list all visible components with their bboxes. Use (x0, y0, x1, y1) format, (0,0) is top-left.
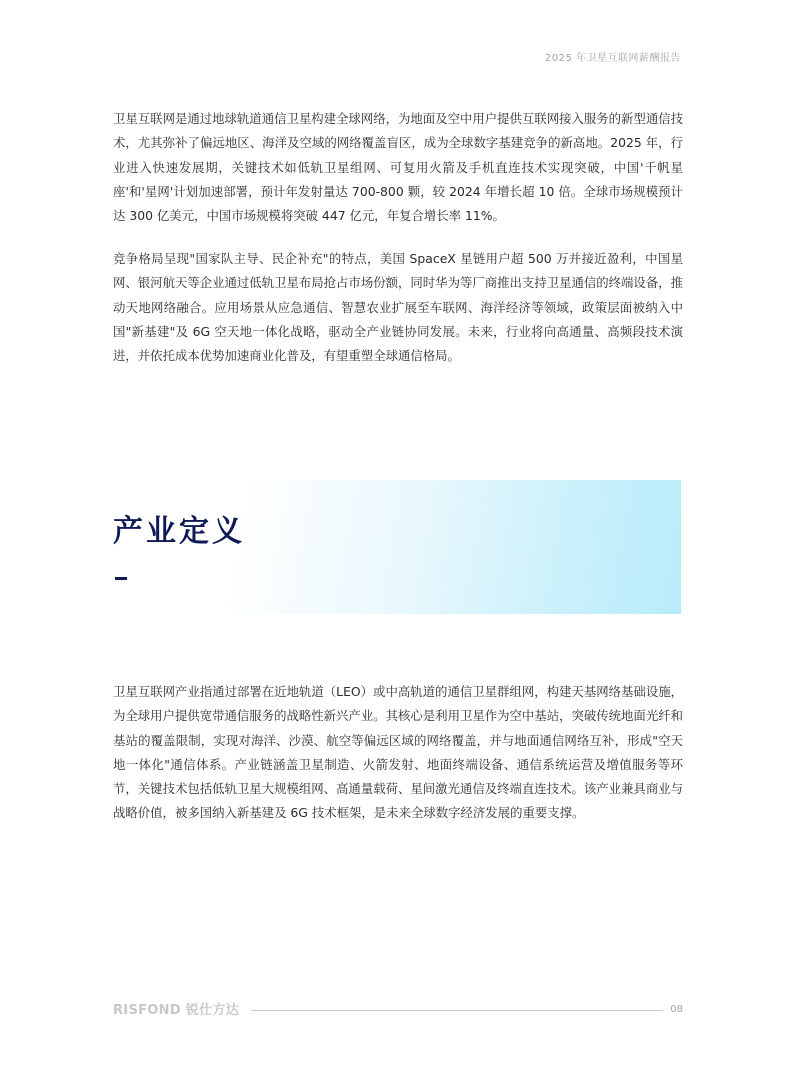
page-number: 08 (670, 1004, 683, 1015)
section-paragraph: 卫星互联网产业指通过部署在近地轨道（LEO）或中高轨道的通信卫星群组网，构建天基网络基础设施，为全球用户提供宽带通信服务的战略性新兴产业。其核心是利用卫星作为空中基站，突破传统地面光纤和基站的覆盖限制，实现对海洋、沙漠、航空等偏远区域的网络覆盖，并与地面通信网络互补，形成"空天地一体化"通信体系。产业链涵盖卫星制造、火箭发射、地面终端设备、通信系统运营及增值服务等环节，关键技术包括低轨卫星大规模组网、高通量载荷、星间激光通信及终端直连技术。该产业兼具商业与战略价值，被多国纳入新基建及 6G 技术框架，是未来全球数字经济发展的重要支撑。 (113, 684, 683, 821)
section-title-underline (115, 577, 127, 580)
brand-logo: RISFOND 锐仕方达 (113, 1003, 239, 1018)
intro-paragraph-1: 卫星互联网是通过地球轨道通信卫星构建全球网络，为地面及空中用户提供互联网接入服务的新型通信技术，尤其弥补了偏远地区、海洋及空域的网络覆盖盲区，成为全球数字基建竞争的新高地。2025 年，行业进入快速发展期，关键技术如低轨卫星组网、可复用火箭及手机直连技术实现突破，中国'千帆星座'和'星网'计划加速部署，预计年发射量达 700-800 颗，较 2024 年增长超 10 倍。全球市场规模预计达 300 亿美元，中国市场规模将突破 447 亿元，年复合增长率 11%。 (113, 111, 683, 224)
report-header-title: 2025 年卫星互联网薪酬报告 (544, 53, 681, 64)
intro-paragraph-2: 竞争格局呈现"国家队主导、民企补充"的特点，美国 SpaceX 星链用户超 500 万并接近盈利，中国星网、银河航天等企业通过低轨卫星布局抢占市场份额，同时华为等厂商推出支持卫星通信的终端设备，推动天地网络融合。应用场景从应急通信、智慧农业扩展至车联网、海洋经济等领域，政策层面被纳入中国"新基建"及 6G 空天地一体化战略，驱动全产业链协同发展。未来，行业将向高通量、高频段技术演进，并依托成本优势加速商业化普及，有望重塑全球通信格局。 (113, 251, 683, 364)
footer-divider (251, 1010, 663, 1011)
page-footer (113, 1000, 683, 1022)
section-title: 产业定义 (113, 514, 245, 549)
section-banner (113, 480, 681, 614)
